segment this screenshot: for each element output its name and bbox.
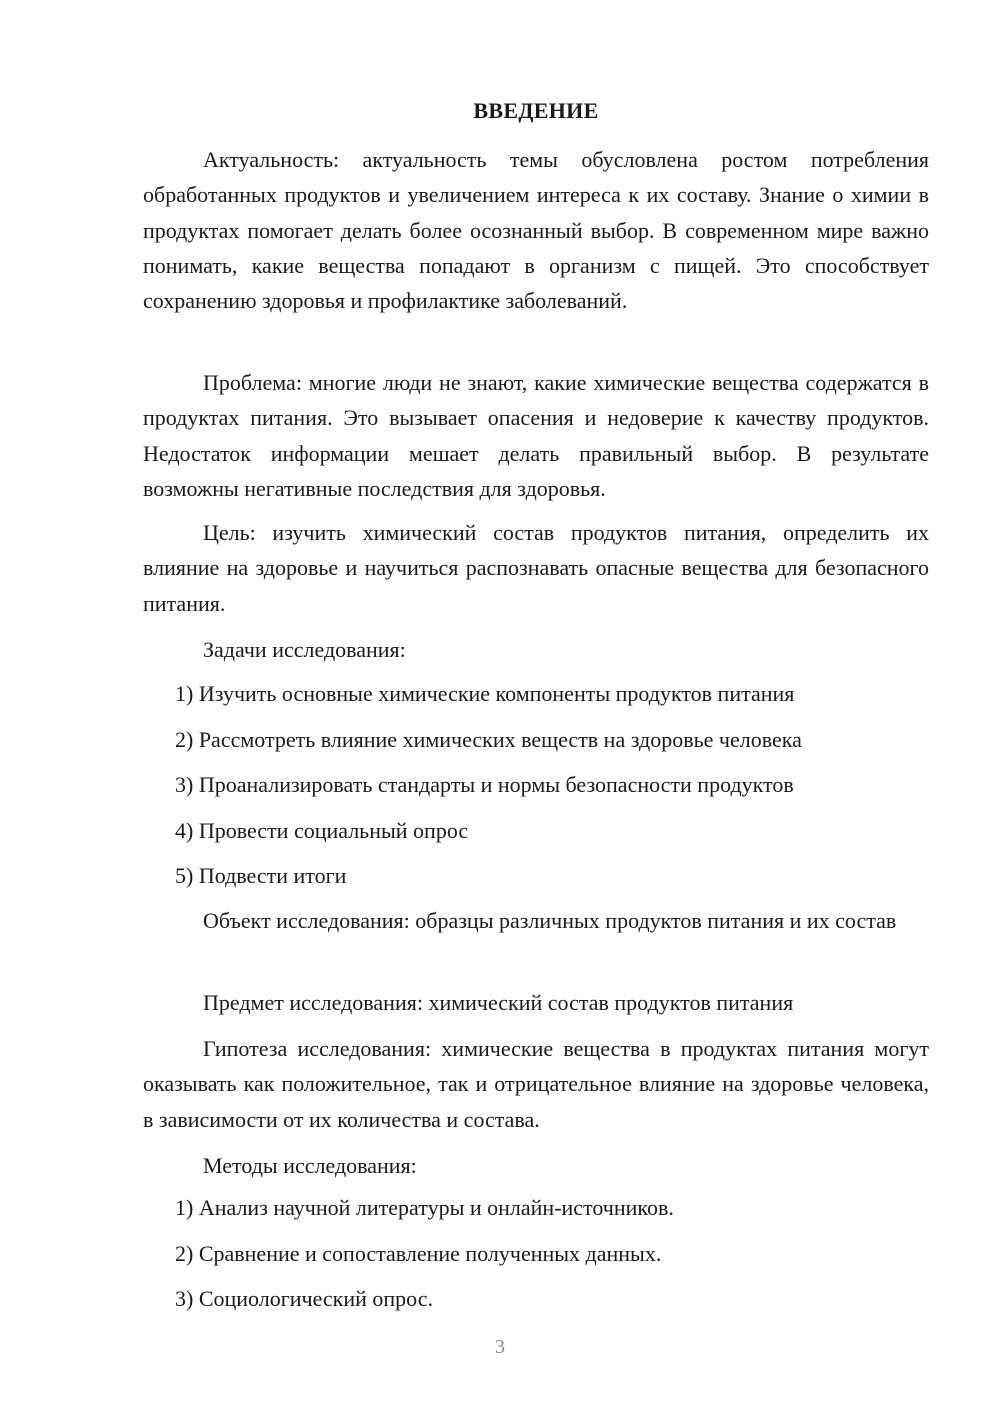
object-paragraph: Объект исследования: образцы различных продуктов питания и их состав bbox=[203, 908, 897, 933]
task-item: 2) Рассмотреть влияние химических веществ на здоровье человека bbox=[175, 727, 802, 752]
task-item: 4) Провести социальный опрос bbox=[175, 818, 469, 843]
method-item: 1) Анализ научной литературы и онлайн-источников. bbox=[175, 1195, 674, 1220]
tasks-title: Задачи исследования: bbox=[203, 637, 406, 662]
problem-paragraph: Проблема: многие люди не знают, какие химические вещества содержатся в продуктах питания. Это вызывает опасения и недоверие к качеству продуктов. Недостаток информации мешает делать правильный выбор. В результате возможны негативные последствия для здоровья. bbox=[143, 370, 929, 501]
goal-paragraph: Цель: изучить химический состав продуктов питания, определить их влияние на здоровье и научиться распознавать опасные вещества для безопасного питания. bbox=[143, 520, 929, 616]
hypothesis-paragraph: Гипотеза исследования: химические вещества в продуктах питания могут оказывать как положительное, так и отрицательное влияние на здоровье человека, в зависимости от их количества и состава. bbox=[143, 1036, 929, 1132]
method-item: 3) Социологический опрос. bbox=[175, 1286, 433, 1311]
task-item: 3) Проанализировать стандарты и нормы безопасности продуктов bbox=[175, 772, 794, 797]
task-item: 1) Изучить основные химические компоненты продуктов питания bbox=[175, 681, 795, 706]
page-title: ВВЕДЕНИЕ bbox=[473, 98, 599, 123]
relevance-paragraph: Актуальность: актуальность темы обусловлена ростом потребления обработанных продуктов и увеличением интереса к их составу. Знание о химии в продуктах помогает делать более осознанный выбор. В современном мире важно понимать, какие вещества попадают в организм с пищей. Это способствует сохранению здоровья и профилактике заболеваний. bbox=[143, 147, 929, 314]
page-number: 3 bbox=[495, 1336, 505, 1358]
subject-paragraph: Предмет исследования: химический состав продуктов питания bbox=[203, 990, 794, 1015]
task-item: 5) Подвести итоги bbox=[175, 863, 347, 888]
method-item: 2) Сравнение и сопоставление полученных данных. bbox=[175, 1241, 662, 1266]
methods-title: Методы исследования: bbox=[203, 1153, 417, 1178]
